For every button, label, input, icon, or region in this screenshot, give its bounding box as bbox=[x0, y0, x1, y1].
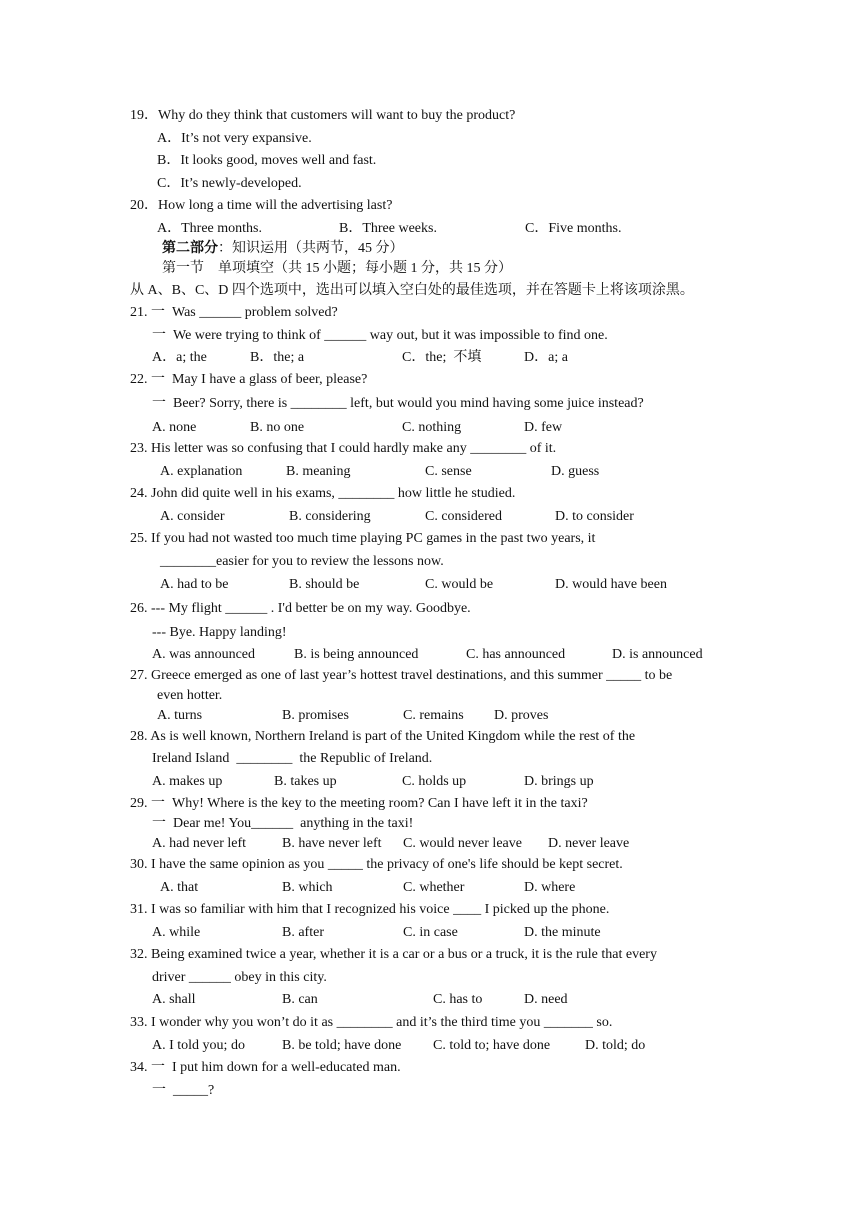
q22-option-b: B. no one bbox=[250, 420, 305, 435]
section1-heading: 第一节 单项填空（共 15 小题；每小题 1 分，共 15 分） bbox=[162, 261, 512, 276]
q27-option-b: B. promises bbox=[282, 708, 349, 723]
q29-option-b: B. have never left bbox=[282, 836, 382, 851]
part2-heading-bold: 第二部分 bbox=[162, 241, 218, 256]
q24-option-d: D. to consider bbox=[555, 509, 634, 524]
q30-option-c: C. whether bbox=[403, 880, 465, 895]
q32-option-d: D. need bbox=[524, 992, 568, 1007]
part2-heading-rest: ：知识运用（共两节，45 分） bbox=[218, 241, 404, 256]
q25-option-d: D. would have been bbox=[555, 577, 667, 592]
q23-option-c: C. sense bbox=[425, 464, 472, 479]
q24-stem: 24. John did quite well in his exams, ________ how little he studied. bbox=[130, 486, 516, 501]
q28-option-c: C. holds up bbox=[402, 774, 467, 789]
q34-line1: 34. 一 I put him down for a well-educated man. bbox=[130, 1060, 401, 1075]
q29-option-c: C. would never leave bbox=[403, 836, 522, 851]
q32-line1: 32. Being examined twice a year, whether it is a car or a bus or a truck, it is the rule that every bbox=[130, 947, 657, 962]
q22-line1: 22. 一 May I have a glass of beer, please? bbox=[130, 372, 368, 387]
q34-line2: 一 _____? bbox=[152, 1083, 215, 1098]
q25-option-a: A. had to be bbox=[160, 577, 229, 592]
q21-option-c: C．the; 不填 bbox=[402, 350, 482, 365]
q30-option-d: D. where bbox=[524, 880, 576, 895]
q22-line2: 一 Beer? Sorry, there is ________ left, but would you mind having some juice instead? bbox=[152, 396, 644, 411]
q31-option-b: B. after bbox=[282, 925, 324, 940]
q33-option-d: D. told; do bbox=[585, 1038, 646, 1053]
q32-line2: driver ______ obey in this city. bbox=[152, 970, 327, 985]
section1-instruction: 从 A、B、C、D 四个选项中，选出可以填入空白处的最佳选项，并在答题卡上将该项涂黑。 bbox=[130, 283, 694, 298]
q27-option-c: C. remains bbox=[403, 708, 464, 723]
q33-option-c: C. told to; have done bbox=[433, 1038, 551, 1053]
q26-line2: --- Bye. Happy landing! bbox=[152, 625, 287, 640]
q33-option-a: A. I told you; do bbox=[152, 1038, 245, 1053]
q28-line1: 28. As is well known, Northern Ireland is part of the United Kingdom while the rest of the bbox=[130, 729, 636, 744]
q19-option-b: B．It looks good, moves well and fast. bbox=[157, 153, 377, 168]
q25-option-c: C. would be bbox=[425, 577, 494, 592]
q25-line1: 25. If you had not wasted too much time playing PC games in the past two years, it bbox=[130, 531, 596, 546]
q25-option-b: B. should be bbox=[289, 577, 360, 592]
q26-option-a: A. was announced bbox=[152, 647, 256, 662]
q28-option-d: D. brings up bbox=[524, 774, 594, 789]
q27-line1: 27. Greece emerged as one of last year’s hottest travel destinations, and this summer _____ to be bbox=[130, 668, 673, 683]
q23-option-d: D. guess bbox=[551, 464, 600, 479]
q24-option-a: A. consider bbox=[160, 509, 225, 524]
q27-option-a: A. turns bbox=[157, 708, 203, 723]
q19-stem: 19．Why do they think that customers will want to buy the product? bbox=[130, 108, 516, 123]
q32-option-b: B. can bbox=[282, 992, 318, 1007]
q20-option-a: A．Three months. bbox=[157, 221, 262, 236]
q31-stem: 31. I was so familiar with him that I recognized his voice ____ I picked up the phone. bbox=[130, 902, 610, 917]
q25-line2: ________easier for you to review the lessons now. bbox=[160, 554, 444, 569]
q22-option-a: A. none bbox=[152, 420, 197, 435]
q28-option-a: A. makes up bbox=[152, 774, 223, 789]
q23-stem: 23. His letter was so confusing that I could hardly make any ________ of it. bbox=[130, 441, 557, 456]
q27-option-d: D. proves bbox=[494, 708, 549, 723]
q26-option-d: D. is announced bbox=[612, 647, 703, 662]
q24-option-b: B. considering bbox=[289, 509, 371, 524]
q20-option-c: C．Five months. bbox=[525, 221, 622, 236]
q33-option-b: B. be told; have done bbox=[282, 1038, 402, 1053]
q27-line2: even hotter. bbox=[157, 688, 223, 703]
q33-stem: 33. I wonder why you won’t do it as ________ and it’s the third time you _______ so. bbox=[130, 1015, 613, 1030]
q22-option-d: D. few bbox=[524, 420, 563, 435]
q23-option-a: A. explanation bbox=[160, 464, 243, 479]
q26-option-c: C. has announced bbox=[466, 647, 566, 662]
q29-line2: 一 Dear me! You______ anything in the taxi! bbox=[152, 816, 414, 831]
q29-option-a: A. had never left bbox=[152, 836, 247, 851]
q32-option-c: C. has to bbox=[433, 992, 483, 1007]
q21-line1: 21. 一 Was ______ problem solved? bbox=[130, 305, 338, 320]
q32-option-a: A. shall bbox=[152, 992, 196, 1007]
q26-line1: 26. --- My flight ______ . I'd better be on my way. Goodbye. bbox=[130, 601, 471, 616]
q29-line1: 29. 一 Why! Where is the key to the meeting room? Can I have left it in the taxi? bbox=[130, 796, 588, 811]
q19-option-a: A．It’s not very expansive. bbox=[157, 131, 312, 146]
q20-option-b: B．Three weeks. bbox=[339, 221, 437, 236]
q28-option-b: B. takes up bbox=[274, 774, 337, 789]
q19-option-c: C．It’s newly-developed. bbox=[157, 176, 302, 191]
q20-stem: 20．How long a time will the advertising last? bbox=[130, 198, 393, 213]
q21-option-b: B．the; a bbox=[250, 350, 305, 365]
q26-option-b: B. is being announced bbox=[294, 647, 419, 662]
q31-option-d: D. the minute bbox=[524, 925, 601, 940]
q29-option-d: D. never leave bbox=[548, 836, 630, 851]
part2-heading bbox=[162, 240, 404, 258]
q31-option-c: C. in case bbox=[403, 925, 458, 940]
q22-option-c: C. nothing bbox=[402, 420, 462, 435]
q21-line2: 一 We were trying to think of ______ way out, but it was impossible to find one. bbox=[152, 328, 608, 343]
q24-option-c: C. considered bbox=[425, 509, 502, 524]
q21-option-a: A．a; the bbox=[152, 350, 207, 365]
q31-option-a: A. while bbox=[152, 925, 201, 940]
q30-option-a: A. that bbox=[160, 880, 199, 895]
q21-option-d: D．a; a bbox=[524, 350, 568, 365]
q23-option-b: B. meaning bbox=[286, 464, 351, 479]
q30-stem: 30. I have the same opinion as you _____ the privacy of one's life should be kept secret. bbox=[130, 857, 623, 872]
q28-line2: Ireland Island ________ the Republic of Ireland. bbox=[152, 751, 433, 766]
q30-option-b: B. which bbox=[282, 880, 333, 895]
